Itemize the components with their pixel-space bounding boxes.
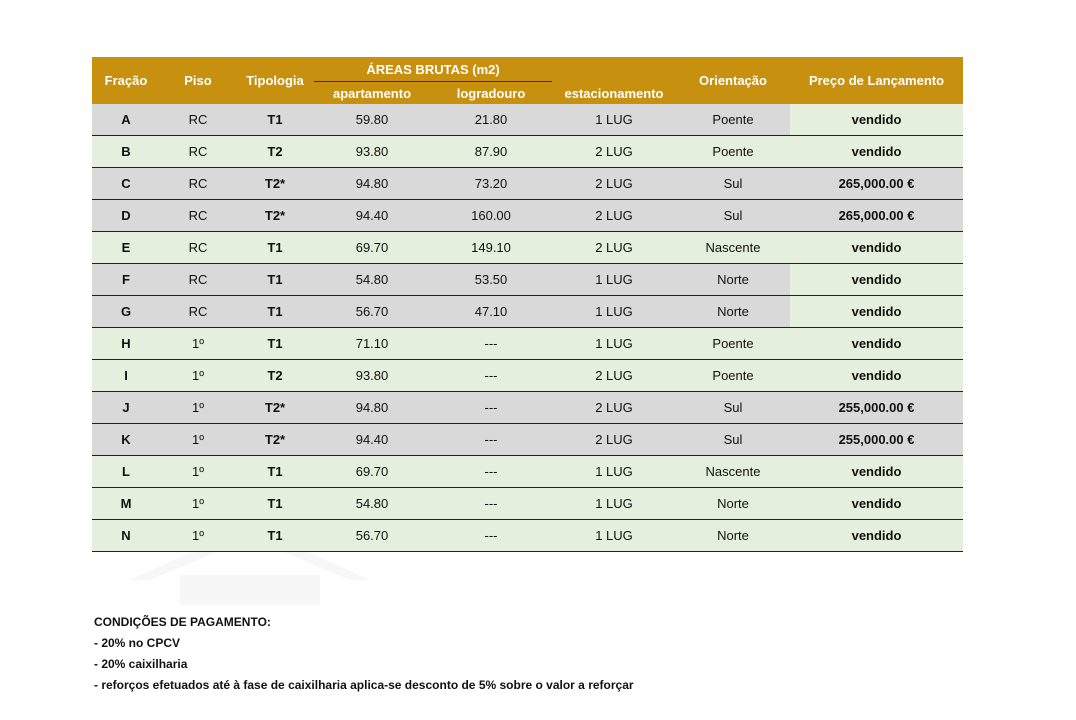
price-table bbox=[92, 57, 963, 552]
cell-orientacao: Sul bbox=[676, 424, 790, 456]
cell-preco: vendido bbox=[790, 296, 963, 328]
cell-orientacao: Sul bbox=[676, 200, 790, 232]
payment-conditions bbox=[94, 612, 634, 696]
cell-preco: vendido bbox=[790, 360, 963, 392]
cell-estacionamento: 2 LUG bbox=[552, 392, 676, 424]
cell-logradouro: --- bbox=[430, 488, 552, 520]
cell-orientacao: Poente bbox=[676, 136, 790, 168]
cell-estacionamento: 1 LUG bbox=[552, 104, 676, 136]
cell-preco: vendido bbox=[790, 264, 963, 296]
cell-tipologia: T1 bbox=[236, 264, 314, 296]
table-row bbox=[92, 104, 963, 136]
cell-fracao: N bbox=[92, 520, 160, 552]
cell-tipologia: T1 bbox=[236, 488, 314, 520]
cell-tipologia: T2 bbox=[236, 360, 314, 392]
cell-piso: 1º bbox=[160, 328, 236, 360]
table-row bbox=[92, 328, 963, 360]
cell-piso: 1º bbox=[160, 488, 236, 520]
cell-apartamento: 94.40 bbox=[314, 424, 430, 456]
cell-piso: RC bbox=[160, 104, 236, 136]
cell-orientacao: Poente bbox=[676, 104, 790, 136]
cell-orientacao: Nascente bbox=[676, 232, 790, 264]
cell-logradouro: --- bbox=[430, 360, 552, 392]
cell-apartamento: 56.70 bbox=[314, 296, 430, 328]
cell-preco: 255,000.00 € bbox=[790, 392, 963, 424]
table-row bbox=[92, 520, 963, 552]
cell-fracao: G bbox=[92, 296, 160, 328]
condition-item: - 20% caixilharia bbox=[94, 657, 188, 671]
cell-piso: 1º bbox=[160, 456, 236, 488]
cell-apartamento: 94.80 bbox=[314, 168, 430, 200]
cell-apartamento: 93.80 bbox=[314, 360, 430, 392]
cell-logradouro: 21.80 bbox=[430, 104, 552, 136]
cell-tipologia: T1 bbox=[236, 520, 314, 552]
cell-estacionamento: 2 LUG bbox=[552, 424, 676, 456]
cell-logradouro: --- bbox=[430, 456, 552, 488]
cell-apartamento: 71.10 bbox=[314, 328, 430, 360]
cell-tipologia: T2 bbox=[236, 136, 314, 168]
cell-preco: vendido bbox=[790, 456, 963, 488]
cell-apartamento: 54.80 bbox=[314, 264, 430, 296]
condition-item: - 20% no CPCV bbox=[94, 636, 181, 650]
cell-tipologia: T2* bbox=[236, 392, 314, 424]
cell-fracao: D bbox=[92, 200, 160, 232]
cell-logradouro: --- bbox=[430, 424, 552, 456]
cell-piso: RC bbox=[160, 168, 236, 200]
col-fracao: Fração bbox=[92, 57, 160, 104]
table-row bbox=[92, 232, 963, 264]
cell-estacionamento: 2 LUG bbox=[552, 360, 676, 392]
cell-fracao: I bbox=[92, 360, 160, 392]
cell-logradouro: 149.10 bbox=[430, 232, 552, 264]
cell-fracao: K bbox=[92, 424, 160, 456]
cell-orientacao: Sul bbox=[676, 392, 790, 424]
cell-apartamento: 59.80 bbox=[314, 104, 430, 136]
cell-logradouro: 73.20 bbox=[430, 168, 552, 200]
cell-preco: 265,000.00 € bbox=[790, 168, 963, 200]
table-row bbox=[92, 296, 963, 328]
cell-tipologia: T2* bbox=[236, 424, 314, 456]
cell-apartamento: 69.70 bbox=[314, 456, 430, 488]
cell-preco: 265,000.00 € bbox=[790, 200, 963, 232]
col-preco: Preço de Lançamento bbox=[790, 57, 963, 104]
cell-orientacao: Poente bbox=[676, 360, 790, 392]
cell-piso: RC bbox=[160, 296, 236, 328]
col-apartamento: apartamento bbox=[314, 82, 430, 105]
cell-fracao: B bbox=[92, 136, 160, 168]
cell-estacionamento: 1 LUG bbox=[552, 488, 676, 520]
cell-fracao: L bbox=[92, 456, 160, 488]
cell-preco: vendido bbox=[790, 104, 963, 136]
col-piso: Piso bbox=[160, 57, 236, 104]
cell-estacionamento: 2 LUG bbox=[552, 136, 676, 168]
table-row bbox=[92, 424, 963, 456]
cell-fracao: F bbox=[92, 264, 160, 296]
col-areas-brutas: ÁREAS BRUTAS (m2) bbox=[314, 57, 552, 82]
table-row bbox=[92, 136, 963, 168]
cell-orientacao: Nascente bbox=[676, 456, 790, 488]
cell-piso: 1º bbox=[160, 360, 236, 392]
cell-estacionamento: 2 LUG bbox=[552, 232, 676, 264]
cell-piso: RC bbox=[160, 136, 236, 168]
cell-estacionamento: 2 LUG bbox=[552, 168, 676, 200]
cell-preco: vendido bbox=[790, 232, 963, 264]
cell-preco: vendido bbox=[790, 488, 963, 520]
table-row bbox=[92, 264, 963, 296]
cell-tipologia: T1 bbox=[236, 232, 314, 264]
cell-preco: vendido bbox=[790, 136, 963, 168]
table-row bbox=[92, 488, 963, 520]
col-estacionamento: estacionamento bbox=[552, 57, 676, 104]
cell-piso: RC bbox=[160, 264, 236, 296]
cell-logradouro: 53.50 bbox=[430, 264, 552, 296]
cell-apartamento: 94.80 bbox=[314, 392, 430, 424]
cell-apartamento: 94.40 bbox=[314, 200, 430, 232]
col-tipologia: Tipologia bbox=[236, 57, 314, 104]
cell-piso: 1º bbox=[160, 424, 236, 456]
cell-logradouro: 87.90 bbox=[430, 136, 552, 168]
cell-piso: RC bbox=[160, 200, 236, 232]
cell-estacionamento: 1 LUG bbox=[552, 328, 676, 360]
cell-preco: vendido bbox=[790, 520, 963, 552]
cell-estacionamento: 1 LUG bbox=[552, 520, 676, 552]
cell-estacionamento: 1 LUG bbox=[552, 264, 676, 296]
condition-item: - reforços efetuados até à fase de caixilharia aplica-se desconto de 5% sobre o valor a reforçar bbox=[94, 678, 634, 692]
cell-apartamento: 93.80 bbox=[314, 136, 430, 168]
cell-tipologia: T1 bbox=[236, 104, 314, 136]
table-row bbox=[92, 360, 963, 392]
table-row bbox=[92, 200, 963, 232]
cell-fracao: E bbox=[92, 232, 160, 264]
col-orientacao: Orientação bbox=[676, 57, 790, 104]
cell-fracao: M bbox=[92, 488, 160, 520]
cell-logradouro: --- bbox=[430, 392, 552, 424]
cell-piso: RC bbox=[160, 232, 236, 264]
cell-fracao: J bbox=[92, 392, 160, 424]
cell-orientacao: Norte bbox=[676, 488, 790, 520]
conditions-title: CONDIÇÕES DE PAGAMENTO: bbox=[94, 615, 271, 629]
cell-fracao: C bbox=[92, 168, 160, 200]
table-row bbox=[92, 168, 963, 200]
table-row bbox=[92, 392, 963, 424]
cell-orientacao: Norte bbox=[676, 296, 790, 328]
cell-preco: 255,000.00 € bbox=[790, 424, 963, 456]
cell-apartamento: 56.70 bbox=[314, 520, 430, 552]
cell-orientacao: Norte bbox=[676, 264, 790, 296]
col-logradouro: logradouro bbox=[430, 82, 552, 105]
cell-logradouro: 47.10 bbox=[430, 296, 552, 328]
cell-logradouro: 160.00 bbox=[430, 200, 552, 232]
cell-piso: 1º bbox=[160, 520, 236, 552]
cell-apartamento: 54.80 bbox=[314, 488, 430, 520]
cell-tipologia: T2* bbox=[236, 168, 314, 200]
cell-preco: vendido bbox=[790, 328, 963, 360]
cell-fracao: H bbox=[92, 328, 160, 360]
cell-apartamento: 69.70 bbox=[314, 232, 430, 264]
cell-estacionamento: 1 LUG bbox=[552, 296, 676, 328]
cell-fracao: A bbox=[92, 104, 160, 136]
cell-estacionamento: 1 LUG bbox=[552, 456, 676, 488]
cell-tipologia: T2* bbox=[236, 200, 314, 232]
cell-tipologia: T1 bbox=[236, 456, 314, 488]
cell-tipologia: T1 bbox=[236, 328, 314, 360]
cell-logradouro: --- bbox=[430, 520, 552, 552]
table-row bbox=[92, 456, 963, 488]
cell-tipologia: T1 bbox=[236, 296, 314, 328]
cell-orientacao: Norte bbox=[676, 520, 790, 552]
cell-estacionamento: 2 LUG bbox=[552, 200, 676, 232]
cell-logradouro: --- bbox=[430, 328, 552, 360]
cell-orientacao: Poente bbox=[676, 328, 790, 360]
cell-orientacao: Sul bbox=[676, 168, 790, 200]
cell-piso: 1º bbox=[160, 392, 236, 424]
